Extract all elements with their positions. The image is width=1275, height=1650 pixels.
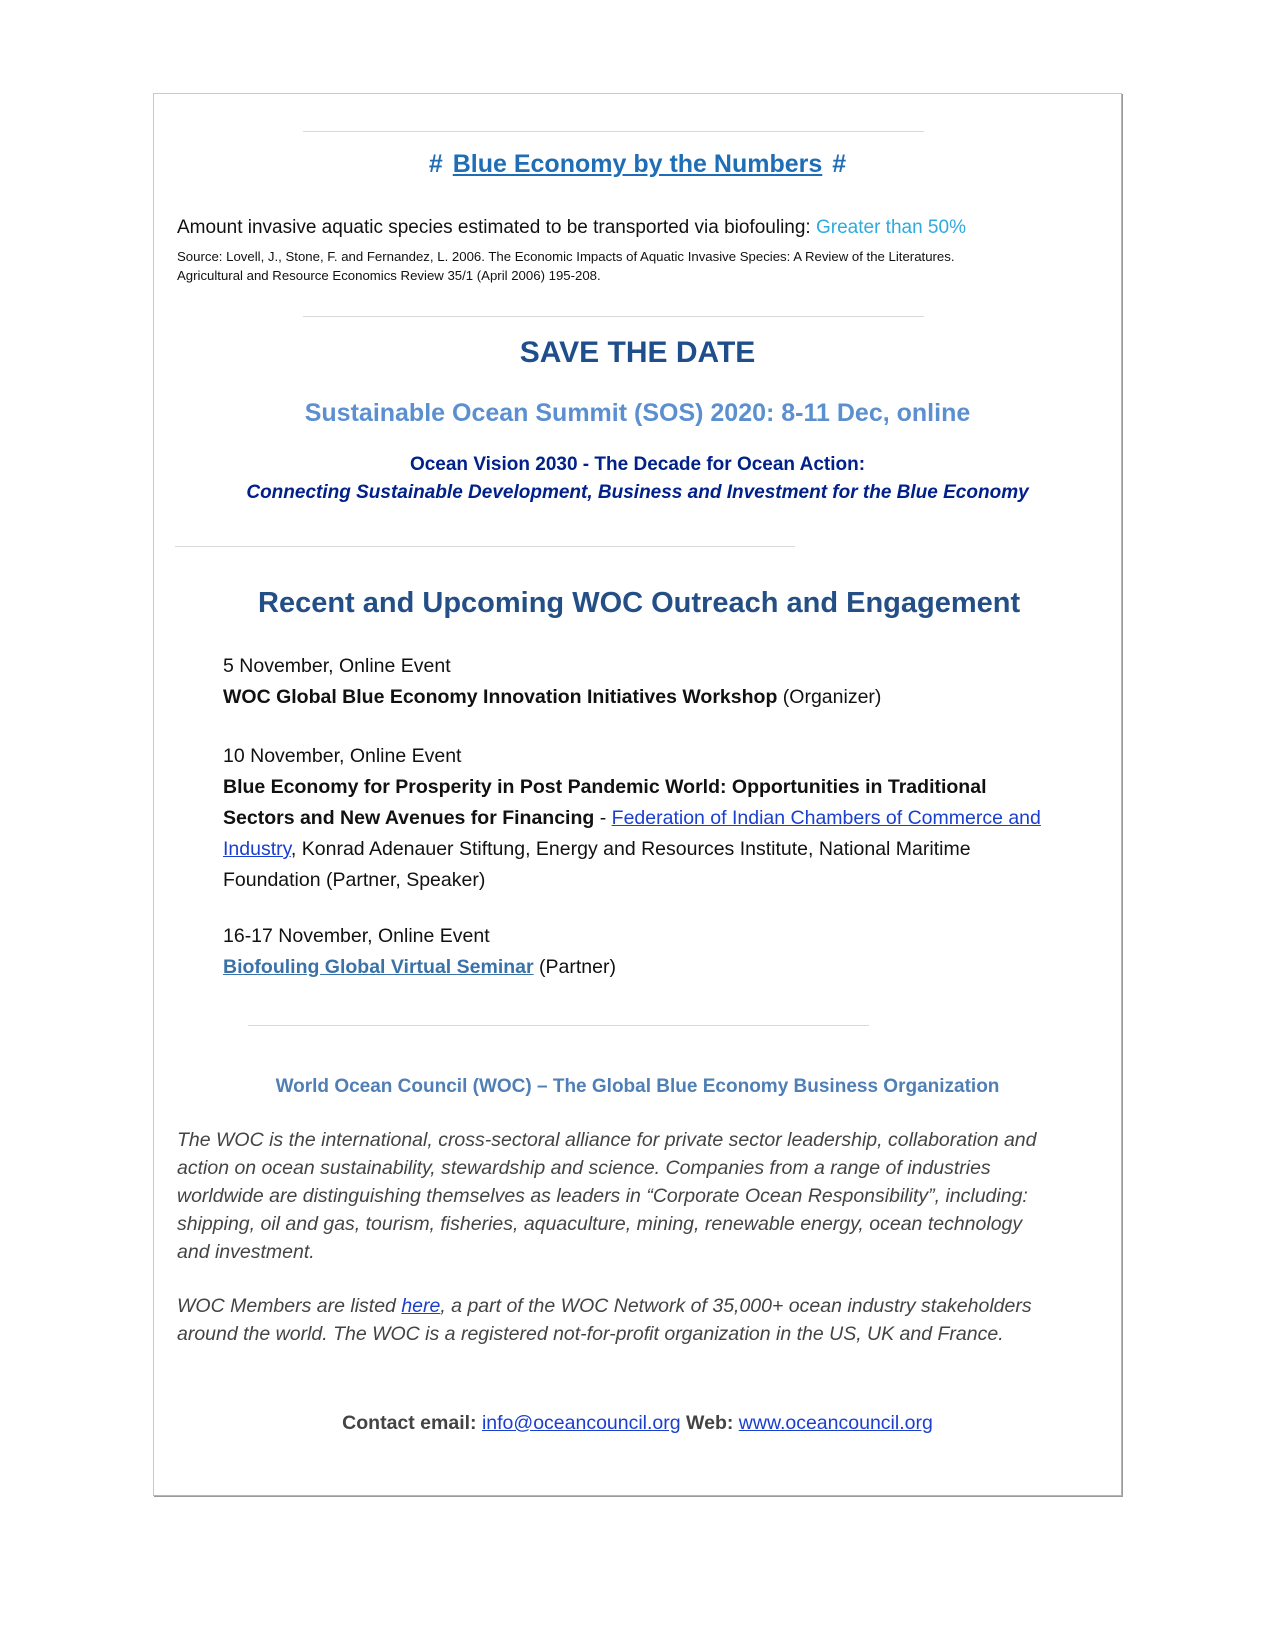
save-the-date-title: SAVE THE DATE [519, 336, 756, 369]
outreach-heading: Recent and Upcoming WOC Outreach and Engagement [258, 587, 1021, 619]
source-line-2: Agricultural and Resource Economics Review 35/1 (April 2006) 195-208. [177, 268, 601, 283]
members-text-after: , a part of the WOC Network of 35,000+ ocean industry stakeholders around the world. The WOC is a registered not-for-profit organization in the US, UK and France. [177, 1295, 1032, 1345]
event-name: Blue Economy for Prosperity in Post Pandemic World: Opportunities in Traditional Sectors and New Avenues for Financing [223, 776, 987, 829]
woc-heading: World Ocean Council (WOC) – The Global Blue Economy Business Organization [275, 1076, 1000, 1097]
woc-members-note [177, 1292, 1057, 1348]
event-dash: - [594, 807, 612, 829]
divider-top [303, 131, 924, 132]
divider-outreach [175, 546, 795, 547]
ficci-link[interactable]: Federation of Indian Chambers of Commerce and Industry [223, 807, 1041, 860]
numbers-title-link[interactable]: Blue Economy by the Numbers [452, 150, 823, 178]
woc-description: The WOC is the international, cross-sectoral alliance for private sector leadership, collaboration and action on ocean sustainability, stewardship and science. Companies from a range of industries worldwide are distinguishing themselves as leaders in “Corporate Ocean Responsibility”, including: shipping, oil and gas, tourism, fisheries, aquaculture, mining, renewable energy, ocean technology and investment. [177, 1129, 1037, 1263]
vision-subtitle: Connecting Sustainable Development, Business and Investment for the Blue Economy [246, 482, 1029, 503]
numbers-heading [153, 150, 1122, 179]
event-date: 16-17 November, Online Event [223, 925, 490, 947]
web-label: Web: [686, 1412, 734, 1434]
divider-save-date [303, 316, 924, 317]
source-citation [177, 247, 1082, 285]
event-role: (Organizer) [777, 686, 882, 708]
event-partners: , Konrad Adenauer Stiftung, Energy and Resources Institute, National Maritime Foundation (Partner, Speaker) [223, 838, 971, 891]
event-description [223, 772, 1053, 896]
stat-line [177, 217, 966, 239]
event-date: 10 November, Online Event [223, 745, 462, 767]
event-name: WOC Global Blue Economy Innovation Initiatives Workshop [223, 686, 778, 708]
hash-left: # [428, 150, 443, 178]
biofouling-seminar-link[interactable]: Biofouling Global Virtual Seminar [223, 956, 534, 978]
members-here-link[interactable]: here [401, 1295, 441, 1317]
stat-value: Greater than 50% [815, 217, 966, 238]
event-title-line [223, 952, 1053, 983]
contact-email-label: Contact email: [342, 1412, 477, 1434]
event-date: 5 November, Online Event [223, 655, 451, 677]
members-text-before: WOC Members are listed [177, 1295, 402, 1317]
contact-email-link[interactable]: info@oceancouncil.org [481, 1412, 681, 1434]
hash-right: # [832, 150, 847, 178]
contact-line [153, 1412, 1122, 1435]
vision-title: Ocean Vision 2030 - The Decade for Ocean Action: [409, 454, 866, 475]
website-link[interactable]: www.oceancouncil.org [738, 1412, 933, 1434]
divider-woc [248, 1025, 869, 1026]
source-line-1: Source: Lovell, J., Stone, F. and Fernandez, L. 2006. The Economic Impacts of Aquatic Invasive Species: A Review of the Literatures. [177, 249, 955, 264]
event-title-line [223, 682, 1053, 713]
event-role: (Partner) [533, 956, 616, 978]
summit-line: Sustainable Ocean Summit (SOS) 2020: 8-11 Dec, online [304, 399, 971, 427]
stat-label: Amount invasive aquatic species estimated to be transported via biofouling: [177, 217, 811, 238]
event-item-3 [223, 921, 1053, 983]
event-item-2 [223, 741, 1053, 896]
event-item-1 [223, 651, 1053, 713]
